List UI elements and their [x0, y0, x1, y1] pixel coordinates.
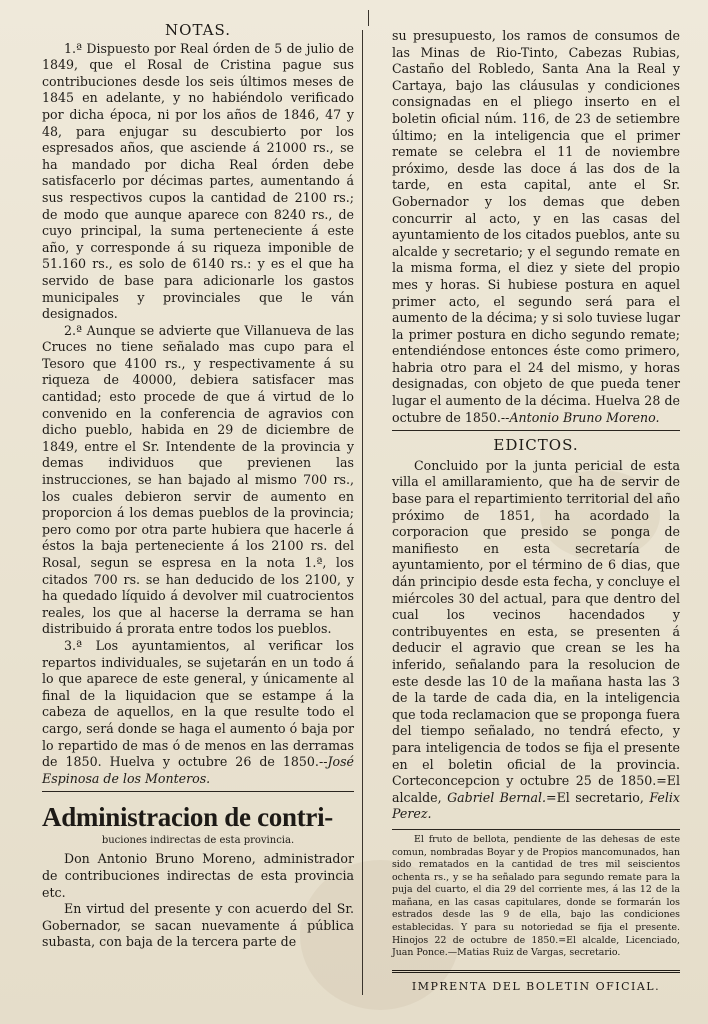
- subasta-text: su presupuesto, los ramos de consumos de las Minas de Rio-Tinto, Cabezas Rubias, Castaño del Robledo, Santa Ana la Real y Cartaya, bajo las cláusulas y condiciones consignadas en el pliego inserto en el boletin oficial núm. 116, de 23 de setiembre último; en la inteligencia que el primer remate se celebra el 11 de noviembre próximo, desde las doce á las dos de la tarde, en esta capital, ante el Sr. Gobernador y los demas que deben concurrir al acto, y en las casas del ayuntamiento de los citados pueblos, ante su alcalde y secretario; y el segundo remate en la misma forma, el diez y siete del propio mes y horas. Si hubiese postura en aquel primer acto, el segundo será para el aumento de la décima; y si solo tuviese lugar la primer postura en dicho segundo remate; entendiéndose entonces éste como primero, habria otro para el 24 del mismo, y horas designadas, con objeto de que pueda tener lugar el aumento de la décima. Huelva 28 de octubre de 1850.: [392, 28, 680, 425]
- note-3-text: 3.ª Los ayuntamientos, al verificar los repartos individuales, se sujetarán en un todo á lo que aparece de este general, y únicamente al final de la liquidacion que se estampe á la cabeza de aquellos, en la que resulte todo el cargo, será donde se haga el aumento ó baja por lo repartido de mas ó de menos en las derramas de 1850. Huelva y octubre 26 de 1850.: [42, 637, 354, 770]
- column-divider: [362, 30, 363, 995]
- edicto-amillaramiento: [392, 458, 680, 823]
- note-1: 1.ª Dispuesto por Real órden de 5 de julio de 1849, que el Rosal de Cristina pague sus contribuciones desde los seis últimos meses de 1845 en adelante, y no habiéndolo verificado por dicha época, ni por los años de 1846, 47 y 48, para enjugar su descubierto por los espresados años, que asciende á 21000 rs., se ha mandado por dicha Real órden debe satisfacerlo por décimas partes, aumentando á sus respectivos cupos la cantidad de 2100 rs.; de modo que aunque aparece con 8240 rs., de cuyo principal, la suma perteneciente á este año, y corresponde á su riqueza imponible de 51.160 rs., es solo de 6140 rs.: y es el que ha servido de base para adicionarle los gastos municipales y provinciales que le ván designados.: [42, 40, 354, 322]
- edicto-bellota: El fruto de bellota, pendiente de las dehesas de este comun, nombradas Boyar y de Propios mancomunados, han sido rematados en la cantidad de tres mil seiscientos ochenta rs., y se ha señalado para segundo remate para la puja del cuarto, el dia 29 del corriente mes, á las 12 de la mañana, en las casas capitulares, donde se formarán los estrados desde las 9 de ella, bajo las condiciones establecidas. Y para su notoriedad se fija el presente. Hinojos 22 de octubre de 1850.=El alcalde, Licenciado, Juan Ponce.—Matias Ruiz de Vargas, secretario.: [392, 833, 680, 959]
- section-rule: [42, 791, 354, 792]
- administration-intro: Don Antonio Bruno Moreno, administrador de contribuciones indirectas de esta provincia etc.: [42, 851, 354, 900]
- edicto-1-text: Concluido por la junta pericial de esta villa el amillaramiento, que ha de servir de base para el repartimiento territorial del año próximo de 1851, ha acordado la corporacion que presido se ponga de manifiesto en esta secretaría de ayuntamiento, por el término de 6 dias, que dán principio desde esta fecha, y concluye el miércoles 30 del actual, para que dentro del cual los vecinos hacendados y contribuyentes en esta, se presenten á deducir el agravio que crean se les ha inferido, señalando para la resolucion de este desde las 10 de la mañana hasta las 3 de la tarde de cada dia, en la inteligencia que toda reclamacion que se proponga fuera del tiempo señalado, no tendrá efecto, y para inteligencia de todos se fija el presente en el boletin oficial de la provincia. Corteconcepcion y octubre 25 de 1850.=El alcalde,: [392, 457, 680, 805]
- section-rule: [392, 829, 680, 830]
- note-2: 2.ª Aunque se advierte que Villanueva de las Cruces no tiene señalado mas cupo para el Tesoro que 4100 rs., y respectivamente á su riqueza de 40000, debiera satisfacer mas cantidad; esto procede de que á virtud de lo convenido en la conferencia de agravios con dicho pueblo, habida en 29 de diciembre de 1849, entre el Sr. Intendente de la provincia y demas individuos que previenen las instrucciones, se han bajado al mismo 700 rs., los cuales debieron servir de aumento en proporcion á los demas pueblos de la provincia; pero como por otra parte hubiera que hacerle á éstos la baja perteneciente á los 2100 rs. del Rosal, segun se espresa en la nota 1.ª, los citados 700 rs. se han deducido de los 2100, y ha quedado líquido á devolver mil cuatrocientos reales, los que al hacerse la derrama se han distribuido á prorata entre todos los pueblos.: [42, 322, 354, 637]
- imprint-rule: [392, 970, 680, 973]
- top-column-rule: [368, 10, 369, 26]
- imprint: IMPRENTA DEL BOLETIN OFICIAL.: [411, 979, 661, 993]
- right-column: [392, 28, 680, 995]
- subasta-signature: Antonio Bruno Moreno.: [509, 409, 660, 425]
- administration-heading: Administracion de contri-: [42, 802, 333, 833]
- subasta-continuation: su presupuesto, los ramos de consumos de las Minas de Rio-Tinto, Cabezas Rubias, Castaño del Robledo, Santa Ana la Real y Cartaya, bajo las cláusulas y condiciones consignadas en el pliego inserto en el boletin oficial núm. 116, de 23 de setiembre último; en la inteligencia que el primer remate se celebra el 11 de noviembre próximo, desde las doce á las dos de la tarde, en esta capital, ante el Sr. Gobernador y los demas que deben concurrir al acto, y en las casas del ayuntamiento de los citados pueblos, ante su alcalde y secretario; y el segundo remate en la misma forma, el diez y siete del propio mes y horas. Si hubiese postura en aquel primer acto, el segundo será para el aumento de la décima; y si solo tuviese lugar la primer postura en dicho segundo remate; entendiéndose entonces éste como primero, habria otro para el 24 del mismo, y horas designadas, con objeto de que pueda tener lugar el aumento de la décima. Huelva 28 de octubre de 1850.--Antonio Bruno Moreno.: [392, 28, 680, 425]
- edicto-1-secretario-label: =El secretario,: [546, 789, 644, 805]
- notes-heading: NOTAS.: [165, 21, 231, 39]
- edicto-1-alcalde: Gabriel Bernal.: [447, 789, 547, 805]
- administration-subheading: buciones indirectas de esta provincia.: [101, 835, 295, 847]
- administration-body: En virtud del presente y con acuerdo del Sr. Gobernador, se sacan nuevamente á pública subasta, con baja de la tercera parte de: [42, 901, 354, 950]
- note-3: 3.ª Los ayuntamientos, al verificar los repartos individuales, se sujetarán en un todo á lo que aparece de este general, y únicamente al final de la liquidacion que se estampe á la cabeza de aquellos, en la que resulte todo el cargo, será donde se haga el aumento ó baja por lo repartido de mas ó de menos en las derramas de 1850. Huelva y octubre 26 de 1850.--José Espinosa de los Monteros.: [42, 637, 354, 786]
- edicto-1-secretario: Felix Perez.: [392, 789, 680, 822]
- note-3-signature: José Espinosa de los Monteros.: [42, 754, 354, 786]
- left-column: [42, 22, 354, 951]
- edictos-heading: EDICTOS.: [493, 436, 579, 455]
- section-rule: [392, 430, 680, 431]
